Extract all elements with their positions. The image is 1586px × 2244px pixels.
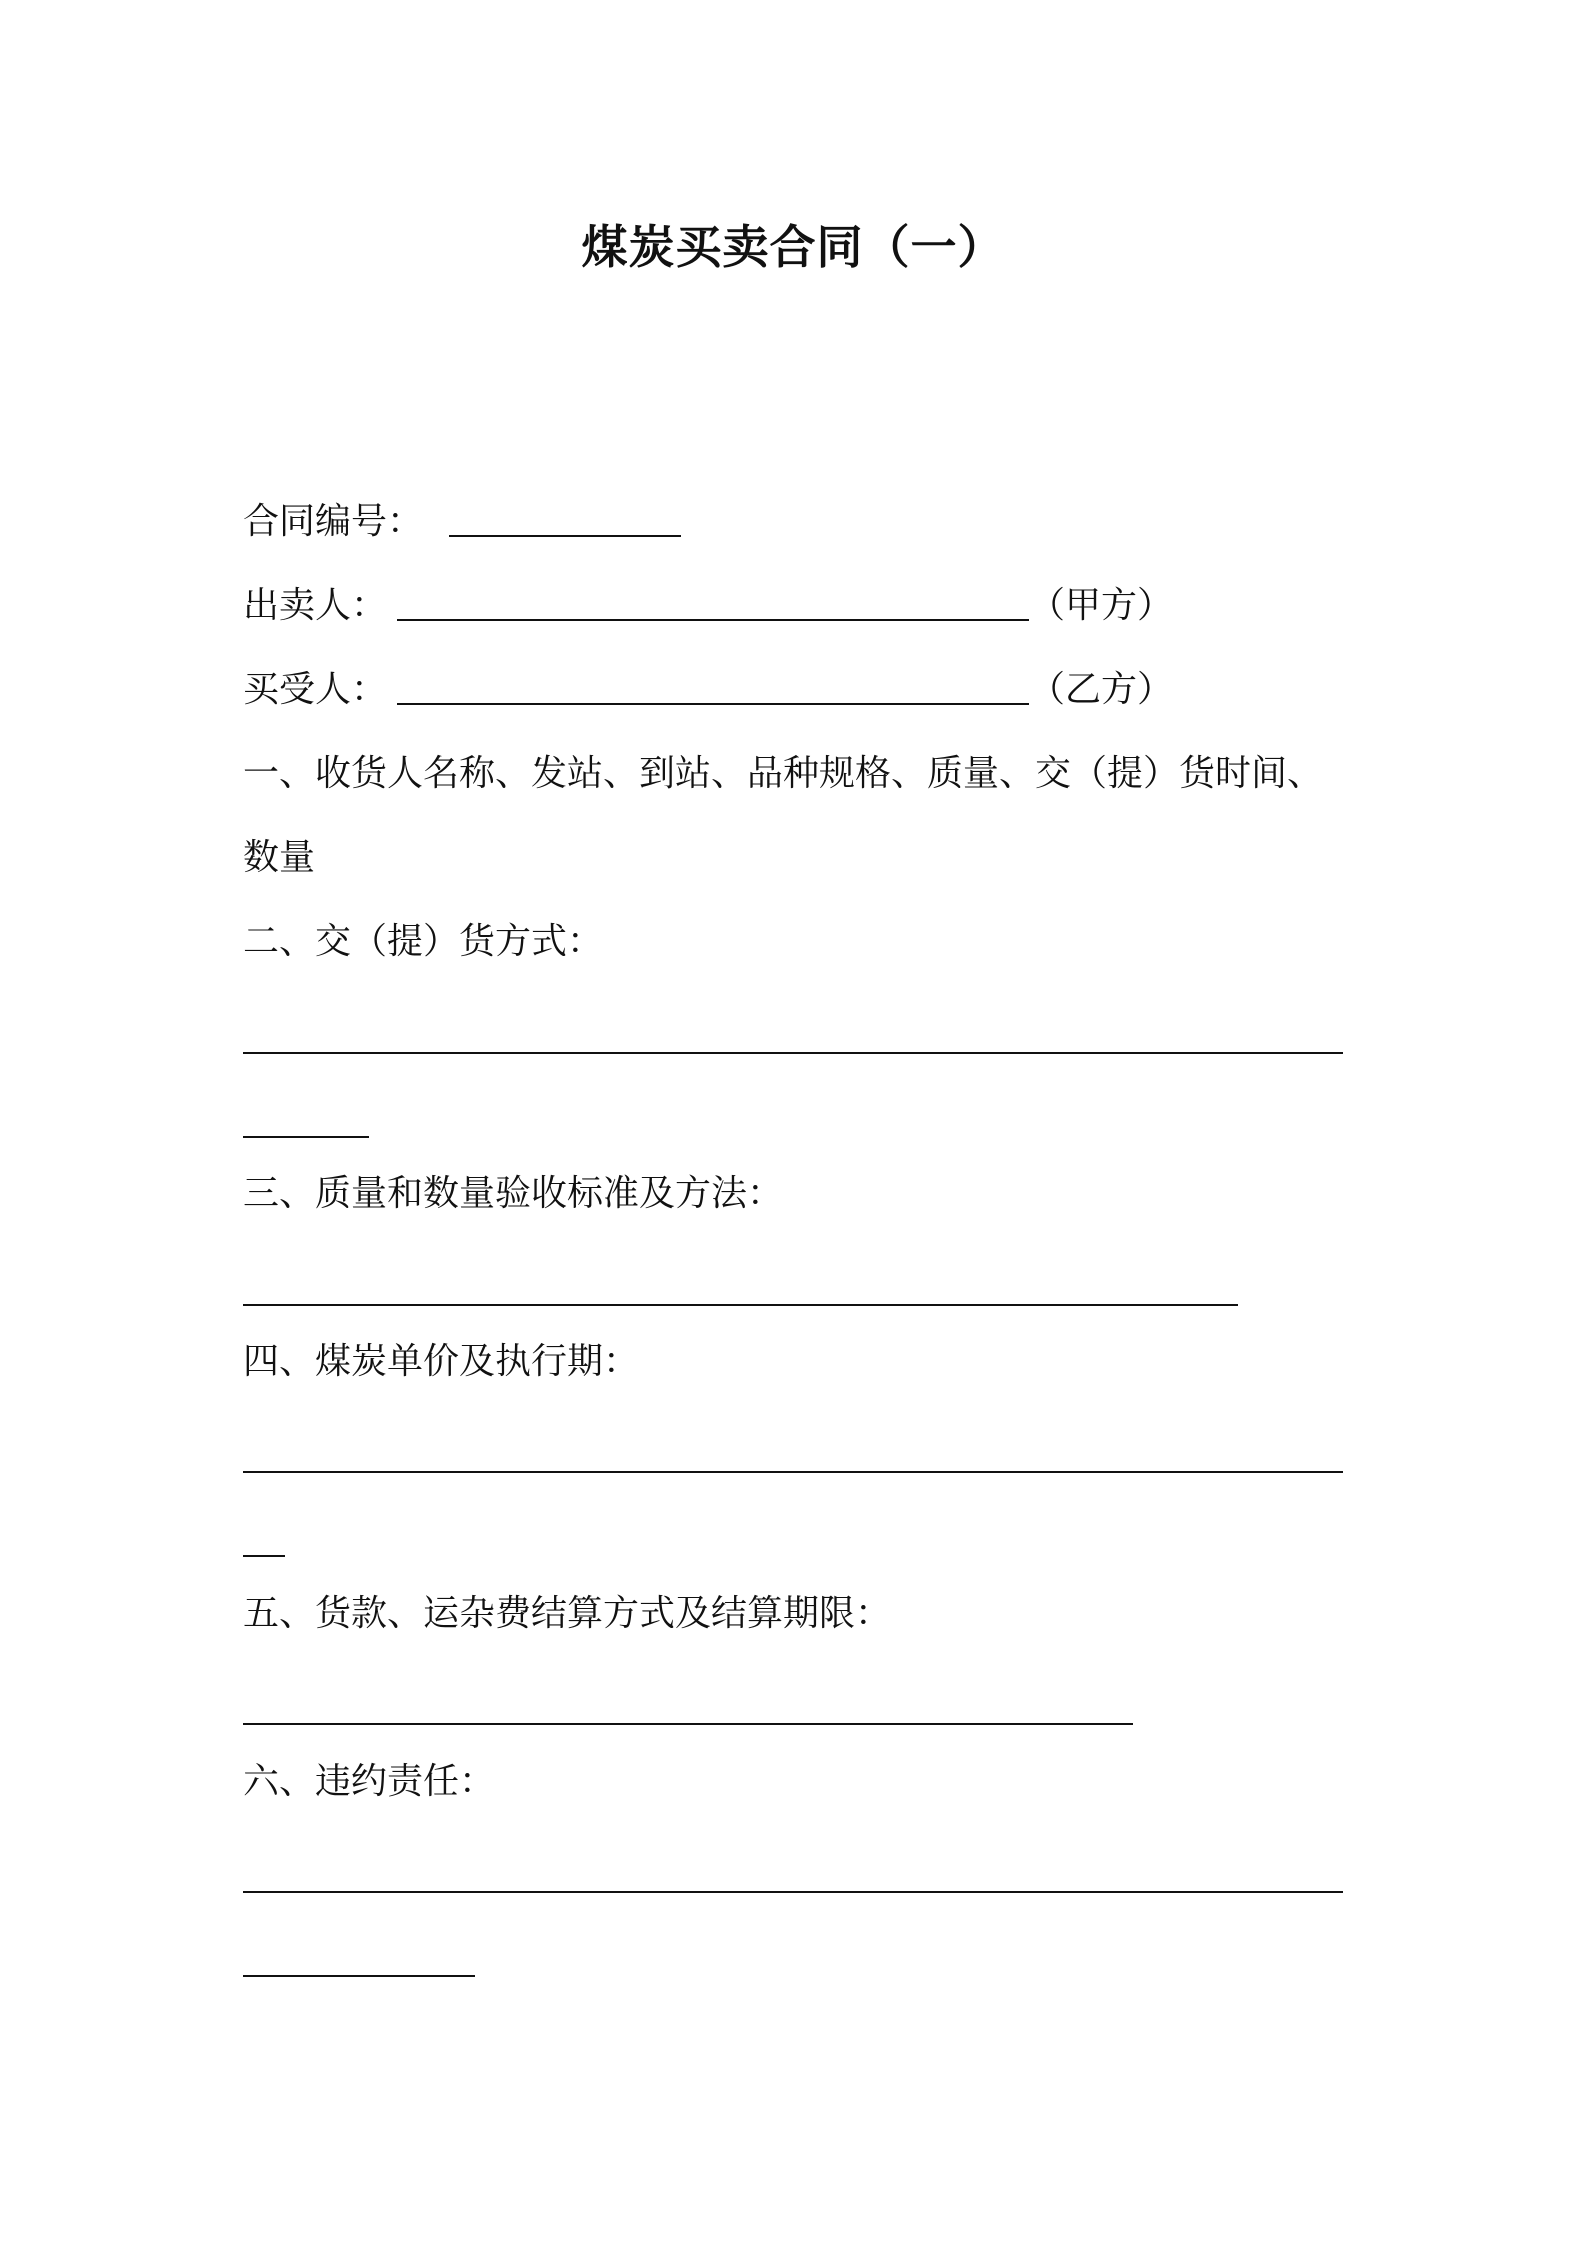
seller-label: 出卖人： bbox=[243, 585, 388, 626]
section-1-heading-continued: 数量 bbox=[243, 837, 316, 878]
buyer-suffix: （乙方） bbox=[1029, 669, 1174, 710]
section-5-blank-line bbox=[243, 1723, 1133, 1725]
buyer-blank bbox=[397, 663, 1029, 705]
section-6-heading: 六、违约责任： bbox=[243, 1761, 496, 1802]
section-4-blank-line-2 bbox=[243, 1555, 285, 1557]
section-6-blank-line-1 bbox=[243, 1891, 1343, 1893]
section-4-heading: 四、煤炭单价及执行期： bbox=[243, 1341, 640, 1382]
section-6-blank-line-2 bbox=[243, 1975, 475, 1977]
section-2-blank-line-1 bbox=[243, 1052, 1343, 1054]
document-title: 煤炭买卖合同（一） bbox=[581, 220, 1005, 274]
section-3-heading: 三、质量和数量验收标准及方法： bbox=[243, 1173, 784, 1214]
buyer-line bbox=[243, 662, 1173, 718]
contract-number-blank bbox=[449, 495, 681, 537]
section-2-blank-line-2 bbox=[243, 1136, 369, 1138]
buyer-label: 买受人： bbox=[243, 669, 388, 710]
seller-suffix: （甲方） bbox=[1029, 585, 1174, 626]
seller-blank bbox=[397, 579, 1029, 621]
section-4-blank-line-1 bbox=[243, 1471, 1343, 1473]
section-1-heading: 一、收货人名称、发站、到站、品种规格、质量、交（提）货时间、 bbox=[243, 753, 1324, 794]
seller-line bbox=[243, 578, 1173, 634]
contract-number-label: 合同编号： bbox=[243, 501, 424, 542]
section-5-heading: 五、货款、运杂费结算方式及结算期限： bbox=[243, 1593, 892, 1634]
section-3-blank-line bbox=[243, 1304, 1238, 1306]
contract-number-line bbox=[243, 494, 681, 550]
section-2-heading: 二、交（提）货方式： bbox=[243, 921, 604, 962]
